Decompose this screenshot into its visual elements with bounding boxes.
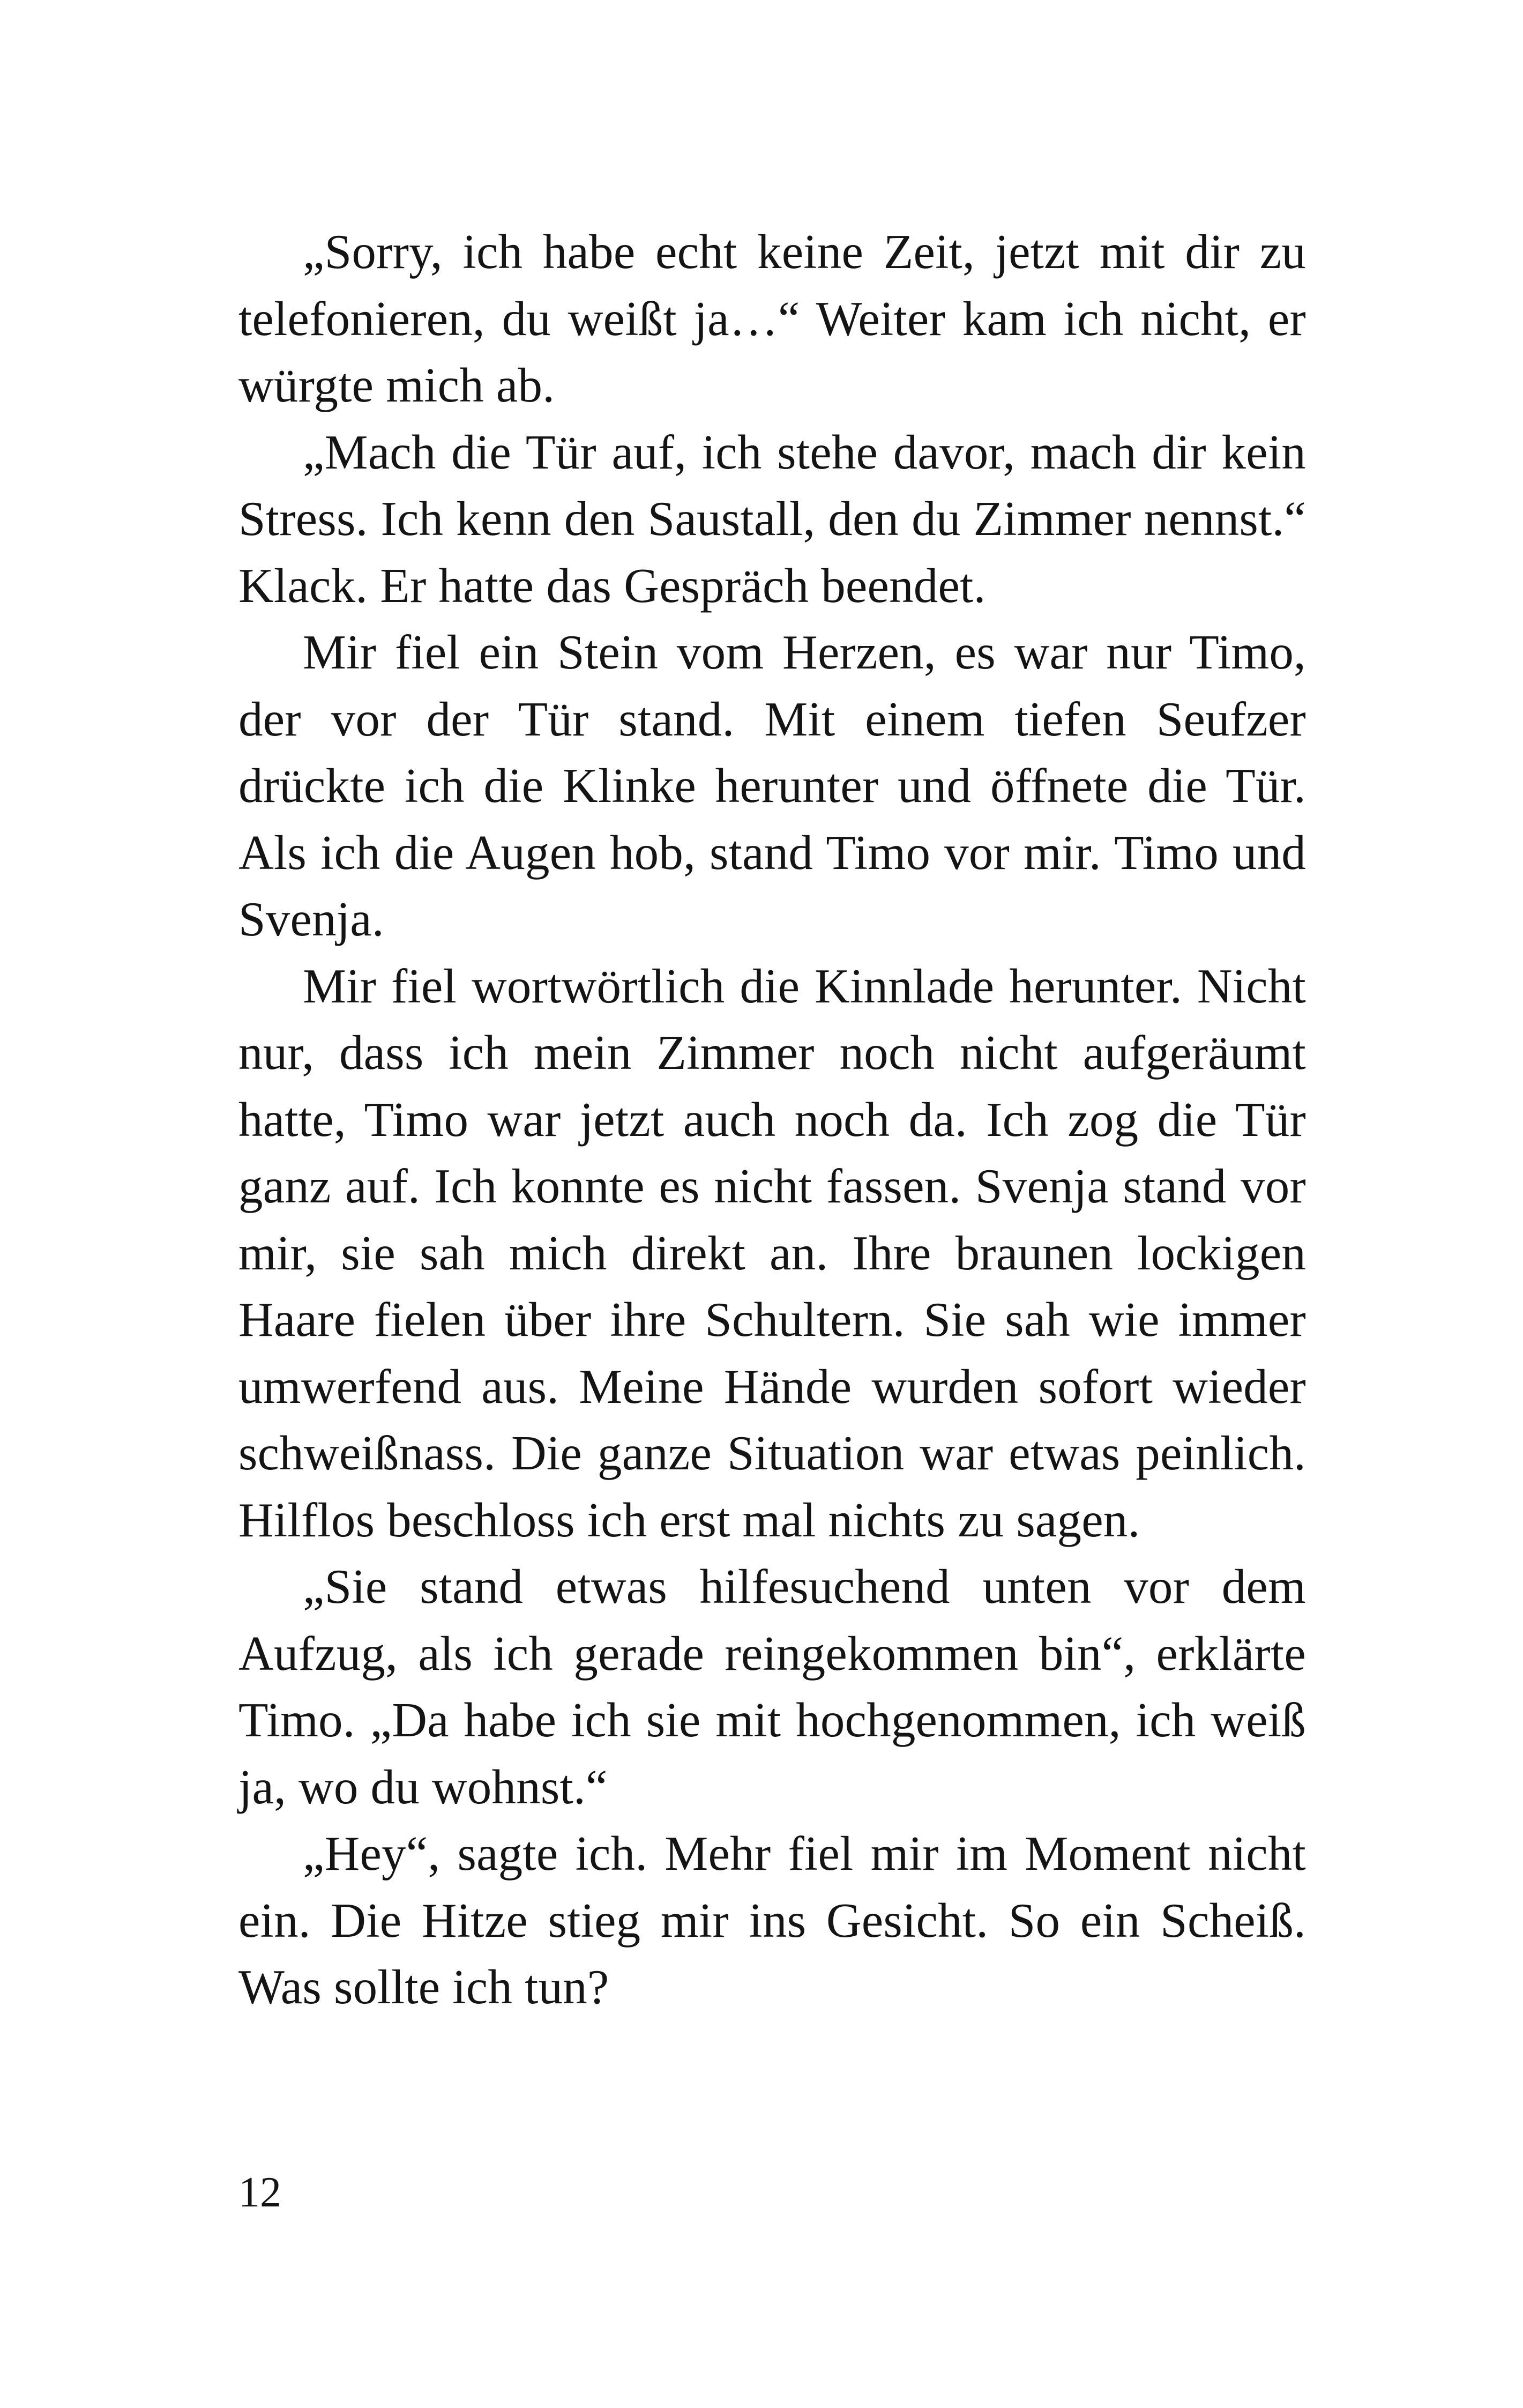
paragraph: „Sorry, ich habe echt keine Zeit, jetzt mit dir zu telefonieren, du weißt ja…“ Weiter kam ich nicht, er würgte mich ab. bbox=[238, 225, 1306, 412]
page-number: 12 bbox=[238, 2169, 281, 2216]
paragraph: „Mach die Tür auf, ich stehe davor, mach dir kein Stress. Ich kenn den Saustall, den du Zimmer nennst.“ Klack. Er hatte das Gespräch beendet. bbox=[238, 425, 1306, 613]
paragraph: „Hey“, sagte ich. Mehr fiel mir im Moment nicht ein. Die Hitze stieg mir ins Gesicht. So ein Scheiß. Was sollte ich tun? bbox=[238, 1826, 1306, 2014]
body-text bbox=[238, 219, 1306, 2021]
paragraph: Mir fiel ein Stein vom Herzen, es war nur Timo, der vor der Tür stand. Mit einem tiefen Seufzer drückte ich die Klinke herunter und öffnete die Tür. Als ich die Augen hob, stand Timo vor mir. Timo und Svenja. bbox=[238, 625, 1306, 946]
paragraph: Mir fiel wortwörtlich die Kinnlade herunter. Nicht nur, dass ich mein Zimmer noch nicht aufgeräumt hatte, Timo war jetzt auch noch da. Ich zog die Tür ganz auf. Ich konnte es nicht fassen. Svenja stand vor mir, sie sah mich direkt an. Ihre braunen lockigen Haare fielen über ihre Schultern. Sie sah wie immer umwerfend aus. Meine Hände wurden sofort wieder schweißnass. Die ganze Situation war etwas peinlich. Hilflos beschloss ich erst mal nichts zu sagen. bbox=[238, 958, 1306, 1547]
paragraph: „Sie stand etwas hilfesuchend unten vor dem Aufzug, als ich gerade reingekommen bin“, erklärte Timo. „Da habe ich sie mit hochgenommen, ich weiß ja, wo du wohnst.“ bbox=[238, 1559, 1306, 1814]
